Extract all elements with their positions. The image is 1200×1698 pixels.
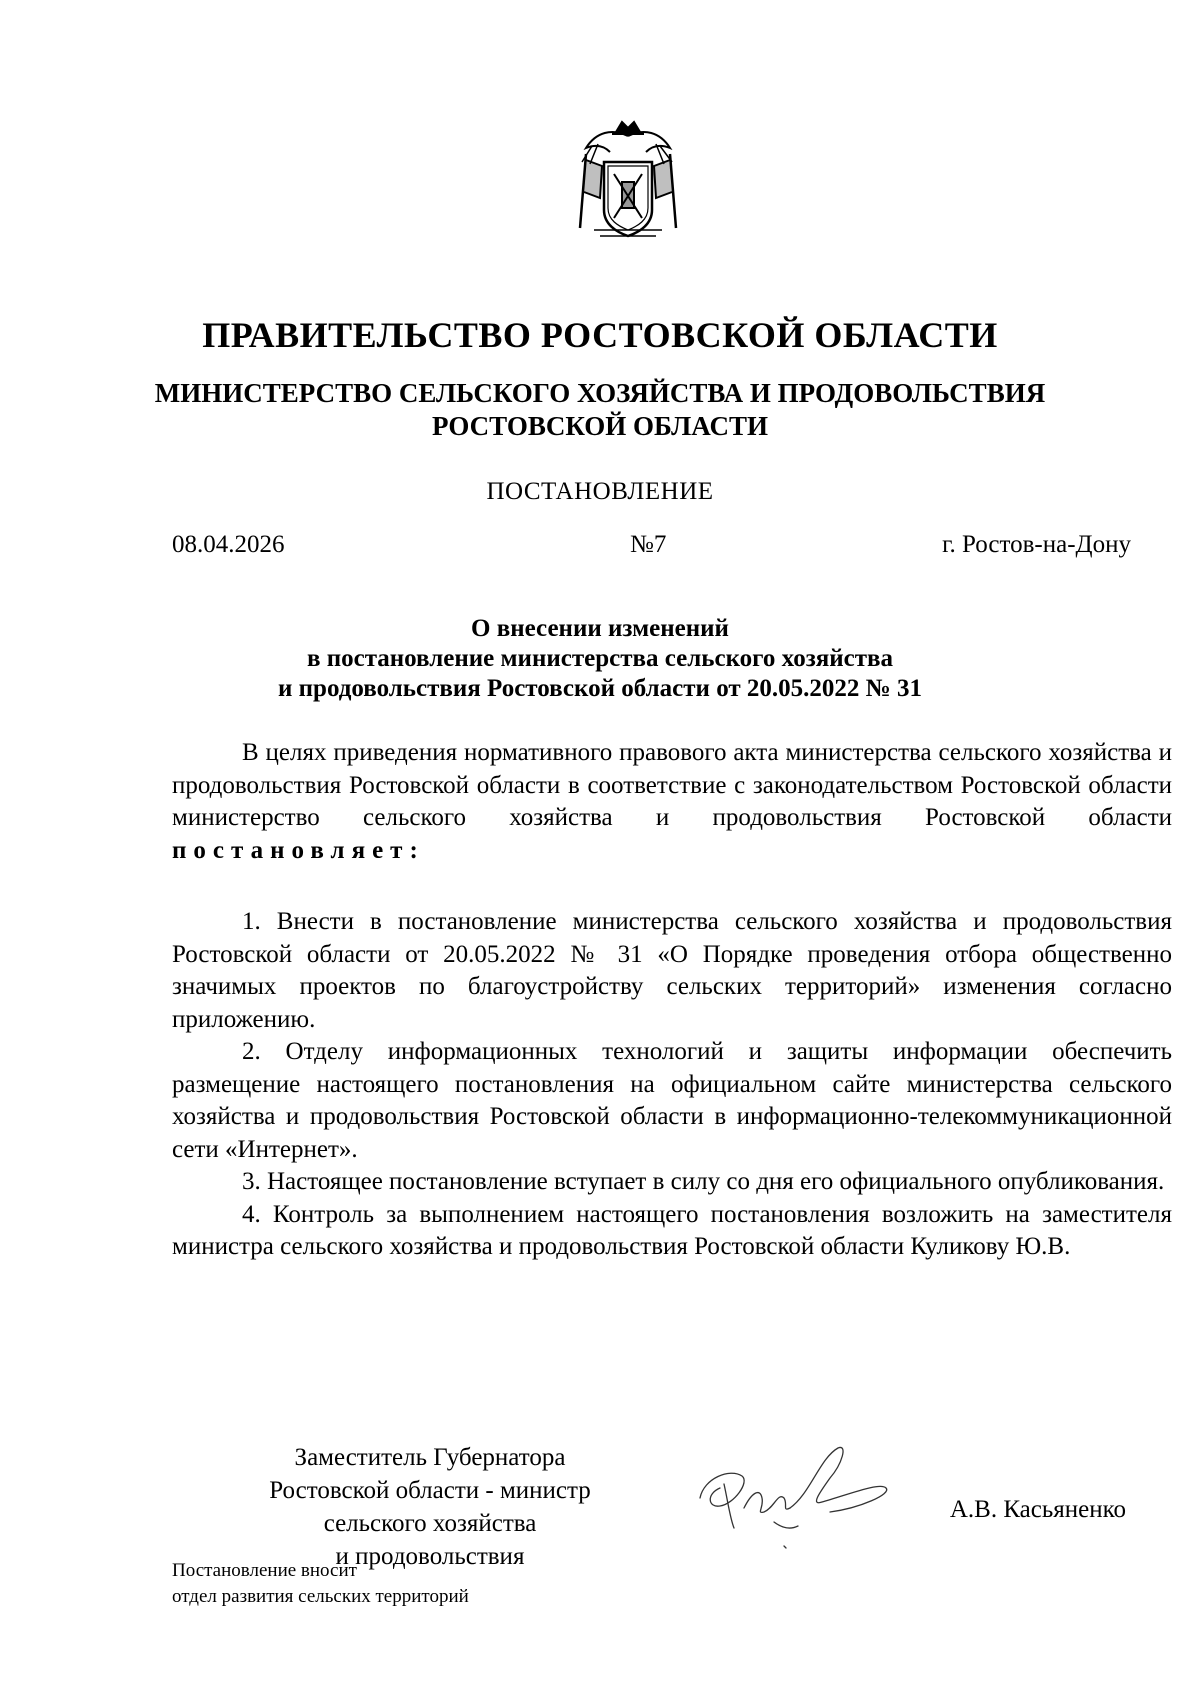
subject-line3: и продовольствия Ростовской области от 20.05.2022 № 31 <box>277 675 923 702</box>
document-number: №7 <box>630 531 667 558</box>
preamble-paragraph <box>172 737 1172 867</box>
resolution-item: 2. Отделу информационных технологий и защиты информации обеспечить размещение настоящего постановления на официальном сайте министерства сельского хозяйства и продовольствия Ростовской области в информационно-телекоммуникационной сети «Интернет». <box>172 1038 1172 1163</box>
resolution-items <box>172 906 1172 1264</box>
document-type: ПОСТАНОВЛЕНИЕ <box>486 478 714 505</box>
preamble-text: В целях приведения нормативного правового акта министерства сельского хозяйства и продовольствия Ростовской области в соответствие с законодательством Ростовской области министерство сельского хозяйства и продовольствия Ростовской области <box>172 739 1172 831</box>
subject-line1: О внесении изменений <box>471 615 729 642</box>
position-line1: Заместитель Губернатора <box>294 1444 566 1471</box>
government-title: ПРАВИТЕЛЬСТВО РОСТОВСКОЙ ОБЛАСТИ <box>202 315 998 355</box>
resolves-word: постановляет: <box>172 836 425 864</box>
document-subject <box>0 614 1200 704</box>
signer-name: А.В. Касьяненко <box>949 1496 1126 1523</box>
handwritten-signature-icon <box>690 1428 900 1558</box>
position-line2: Ростовской области - министр <box>269 1477 591 1504</box>
resolution-item: 4. Контроль за выполнением настоящего постановления возложить на заместителя министра сельского хозяйства и продовольствия Ростовской области Куликову Ю.В. <box>172 1200 1172 1260</box>
footer-line2: отдел развития сельских территорий <box>172 1586 469 1607</box>
position-line3: сельского хозяйства <box>323 1510 537 1537</box>
resolution-item: 1. Внести в постановление министерства сельского хозяйства и продовольствия Ростовской области от 20.05.2022 № 31 «О Порядке проведения отбора общественно значимых проектов по благоустройству сельских территорий» изменения согласно приложению. <box>172 908 1172 1033</box>
footer-note <box>172 1558 469 1610</box>
position-line4: и продовольствия <box>335 1543 525 1570</box>
ministry-title-line2: РОСТОВСКОЙ ОБЛАСТИ <box>432 411 768 441</box>
ministry-title <box>0 377 1200 443</box>
rostov-oblast-coat-of-arms-icon <box>572 118 684 244</box>
document-date: 08.04.2026 <box>172 531 285 558</box>
ministry-title-line1: МИНИСТЕРСТВО СЕЛЬСКОГО ХОЗЯЙСТВА И ПРОДОВОЛЬСТВИЯ <box>154 378 1046 408</box>
signer-position <box>220 1441 640 1573</box>
resolution-item: 3. Настоящее постановление вступает в силу со дня его официального опубликования. <box>242 1168 1165 1195</box>
document-city: г. Ростов-на-Дону <box>942 531 1131 558</box>
subject-line2: в постановление министерства сельского хозяйства <box>306 645 894 672</box>
footer-line1: Постановление вносит <box>172 1560 357 1581</box>
